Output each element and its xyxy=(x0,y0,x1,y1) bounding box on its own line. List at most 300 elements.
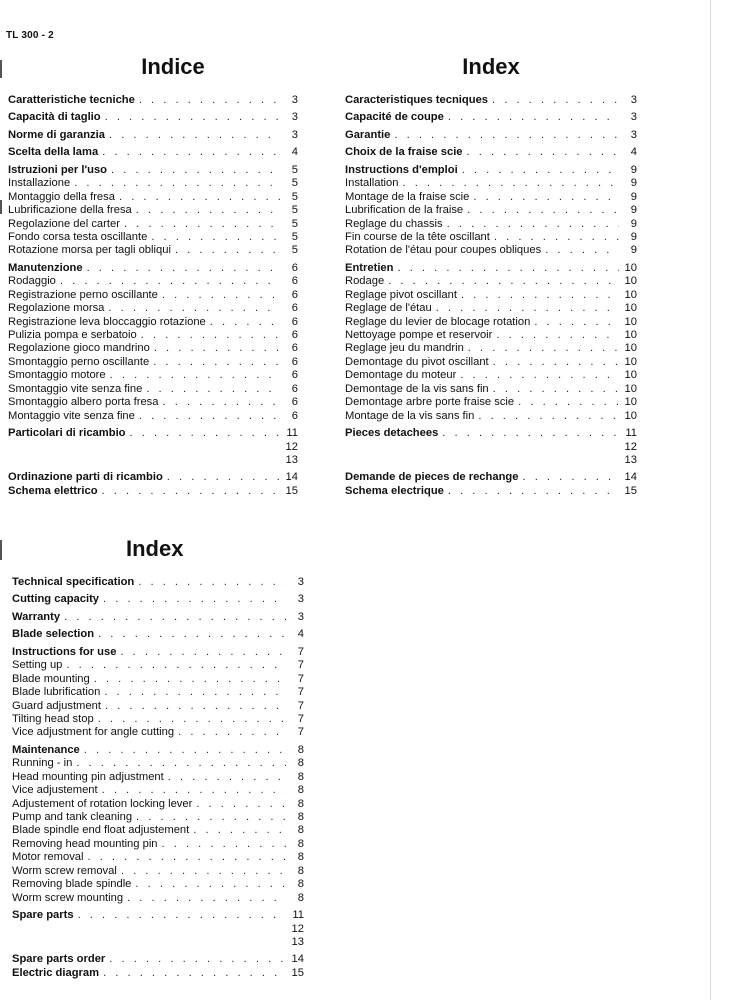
toc-leader-dots xyxy=(94,673,286,686)
toc-entry-page: 8 xyxy=(297,784,304,797)
toc-entry xyxy=(8,94,298,107)
toc-entry-page: 6 xyxy=(291,302,298,315)
toc-entry-label: Lubrification de la fraise xyxy=(345,204,464,217)
toc-entry-label: Blade mounting xyxy=(12,672,90,685)
toc-leader-dots xyxy=(493,356,619,369)
toc-entry-label: Blade lubrification xyxy=(12,686,101,699)
toc-entry xyxy=(8,129,298,142)
toc-leader-dots xyxy=(196,798,286,811)
toc-entry-label: Electric diagram xyxy=(12,966,100,979)
toc-entry-label: Garantie xyxy=(345,128,391,141)
toc-entry-label: Regolazione gioco mandrino xyxy=(8,342,150,355)
toc-entry-label: Capacità di taglio xyxy=(8,111,101,124)
toc-entry-label: Reglage du chassis xyxy=(345,217,443,230)
toc-entry xyxy=(12,798,304,811)
toc-entry xyxy=(12,646,304,659)
toc-entry xyxy=(8,275,298,288)
toc-entry-label: Running - in xyxy=(12,757,73,770)
toc-entry-page: 8 xyxy=(297,797,304,810)
toc-leader-dots xyxy=(178,726,286,739)
toc-entry-page: 8 xyxy=(297,770,304,783)
toc-entry xyxy=(12,700,304,713)
toc-leader-dots xyxy=(175,244,280,257)
toc-entry-label: Nettoyage pompe et reservoir xyxy=(345,329,493,341)
toc-entry-label: Montage de la fraise scie xyxy=(345,190,470,203)
toc-entry-label: Warranty xyxy=(12,610,61,623)
toc-leader-dots xyxy=(146,383,280,396)
toc-entry-label: Demontage du pivot oscillant xyxy=(345,355,489,368)
toc-entry-label: Worm screw removal xyxy=(12,864,117,877)
toc-entry xyxy=(12,784,304,797)
toc-leader-dots xyxy=(210,316,280,329)
toc-entry-page: 3 xyxy=(297,593,304,606)
toc-entry-label: Smontaggio albero porta fresa xyxy=(8,396,159,409)
toc-leader-dots xyxy=(121,865,286,878)
toc-entry-page: 8 xyxy=(297,891,304,904)
toc-leader-dots xyxy=(522,471,619,484)
toc-entry-page: 5 xyxy=(291,244,298,257)
toc-leader-dots xyxy=(135,878,286,891)
toc-entry xyxy=(345,302,637,315)
toc-entry-label: Manutenzione xyxy=(8,261,83,274)
toc-entry-page: 9 xyxy=(630,230,637,243)
toc-leader-dots xyxy=(127,892,286,905)
toc-entry-page: 15 xyxy=(624,484,637,497)
toc-entry xyxy=(12,659,304,672)
toc-entry-page: 6 xyxy=(291,288,298,301)
toc-entry-label: Pulizia pompa e serbatoio xyxy=(8,329,137,341)
toc-entry-label: Installation xyxy=(345,177,399,190)
toc-leader-dots xyxy=(119,191,280,204)
toc-entry-label: Demontage arbre porte fraise scie xyxy=(345,396,515,409)
toc-entry xyxy=(12,824,304,837)
toc-entry-label: Smontaggio vite senza fine xyxy=(8,382,143,395)
toc-leader-dots xyxy=(102,784,286,797)
toc-entry xyxy=(345,129,637,142)
toc-entry-page: 8 xyxy=(297,851,304,864)
toc-leader-dots xyxy=(110,369,280,382)
toc-leader-dots xyxy=(154,342,280,355)
toc-entry-label: Smontaggio motore xyxy=(8,369,106,382)
toc-entry-page: 4 xyxy=(297,628,304,641)
toc-leader-dots xyxy=(193,824,286,837)
toc-entry xyxy=(345,231,637,244)
scan-margin-mark xyxy=(0,540,2,560)
toc-entry-page: 7 xyxy=(297,645,304,658)
toc-leader-dots xyxy=(461,289,619,302)
toc-entry-page: 9 xyxy=(630,244,637,257)
toc-entry-page: 10 xyxy=(624,261,637,274)
toc-entry-label: Registrazione perno oscillante xyxy=(8,288,158,301)
toc-leader-dots xyxy=(462,164,619,177)
toc-entry xyxy=(12,757,304,770)
toc-entry-page: 6 xyxy=(291,369,298,382)
toc-entry-page: 3 xyxy=(630,111,637,124)
toc-entry xyxy=(12,892,304,905)
toc-entry xyxy=(8,454,298,467)
toc-entry xyxy=(8,316,298,329)
toc-entry xyxy=(345,204,637,217)
toc-entry xyxy=(8,302,298,315)
toc-entry-page: 6 xyxy=(291,396,298,409)
toc-entry-label: Setting up xyxy=(12,659,63,672)
toc-entry xyxy=(8,289,298,302)
toc-entry-page: 7 xyxy=(297,712,304,725)
toc-entry xyxy=(345,177,637,190)
toc-leader-dots xyxy=(98,628,286,641)
toc-entry-page: 10 xyxy=(624,288,637,301)
toc-entry xyxy=(12,953,304,966)
toc-leader-dots xyxy=(124,218,280,231)
toc-entry xyxy=(345,342,637,355)
toc-entry xyxy=(8,410,298,423)
toc-entry-page: 5 xyxy=(291,163,298,176)
toc-entry-label: Vice adjustment for angle cutting xyxy=(12,726,175,739)
toc-entry-page: 12 xyxy=(291,922,304,935)
toc-entry-page: 14 xyxy=(624,471,637,484)
toc-leader-dots xyxy=(120,646,286,659)
toc-entry-page: 10 xyxy=(624,302,637,315)
toc-leader-dots xyxy=(163,396,280,409)
toc-entry-label: Reglage pivot oscillant xyxy=(345,288,457,301)
toc-entry-label: Montage de la vis sans fin xyxy=(345,409,475,422)
toc-entry-label: Schema elettrico xyxy=(8,484,98,497)
toc-entry-page: 10 xyxy=(624,342,637,355)
toc-entry xyxy=(345,289,637,302)
toc-entry-label: Blade spindle end float adjustement xyxy=(12,824,190,837)
toc-entry-page: 11 xyxy=(292,909,304,922)
toc-entry-label: Rotazione morsa per tagli obliqui xyxy=(8,244,171,257)
toc-entry-page: 3 xyxy=(297,576,304,588)
toc-entry-label: Caracteristiques tecniques xyxy=(345,94,489,106)
toc-entry xyxy=(8,146,298,159)
toc-entry xyxy=(8,485,298,498)
toc-entry xyxy=(8,329,298,342)
toc-leader-dots xyxy=(492,94,619,107)
toc-entry-label: Spare parts xyxy=(12,909,74,922)
toc-entry-page: 6 xyxy=(291,382,298,395)
toc-leader-dots xyxy=(88,851,287,864)
toc-entry-label: Regolazione del carter xyxy=(8,217,120,230)
document-code: TL 300 - 2 xyxy=(6,30,54,41)
toc-entry-label: Reglage de l'étau xyxy=(345,302,432,315)
toc-entry-page: 3 xyxy=(291,111,298,124)
toc-entry-page: 7 xyxy=(297,699,304,712)
scan-margin-mark xyxy=(0,200,2,214)
toc-entry-label: Removing head mounting pin xyxy=(12,837,158,850)
toc-leader-dots xyxy=(102,146,280,159)
toc-entry xyxy=(345,454,637,467)
scan-margin-mark xyxy=(0,60,2,78)
toc-leader-dots xyxy=(162,289,280,302)
toc-entry-label: Reglage du levier de blocage rotation xyxy=(345,315,531,328)
toc-leader-dots xyxy=(394,129,619,142)
toc-entry xyxy=(345,244,637,257)
toc-entry-page: 10 xyxy=(624,275,637,288)
toc-entry-page: 5 xyxy=(291,177,298,190)
toc-entry-label: Smontaggio perno oscillante xyxy=(8,355,150,368)
toc-entry-page: 6 xyxy=(291,355,298,368)
toc-leader-dots xyxy=(84,744,286,757)
toc-entry-label: Pieces detachees xyxy=(345,427,439,440)
toc-entry-page: 5 xyxy=(291,204,298,217)
toc-entry xyxy=(8,369,298,382)
toc-leader-dots xyxy=(448,485,619,498)
toc-entry-page: 6 xyxy=(291,342,298,355)
toc-entry-page: 12 xyxy=(285,440,298,453)
toc-entry-page: 9 xyxy=(630,204,637,217)
toc-leader-dots xyxy=(76,757,286,770)
toc-list xyxy=(12,576,304,980)
toc-leader-dots xyxy=(398,262,620,275)
toc-list xyxy=(345,94,637,498)
toc-entry-page: 3 xyxy=(291,94,298,106)
toc-leader-dots xyxy=(151,231,280,244)
toc-entry-label: Motor removal xyxy=(12,851,84,864)
toc-entry xyxy=(345,262,637,275)
toc-entry-label: Caratteristiche tecniche xyxy=(8,94,135,106)
toc-entry-label: Choix de la fraise scie xyxy=(345,146,463,159)
toc-leader-dots xyxy=(109,129,280,142)
toc-entry xyxy=(8,191,298,204)
toc-entry-label: Rodaggio xyxy=(8,275,56,288)
toc-entry-page: 13 xyxy=(291,935,304,948)
toc-entry-label: Blade selection xyxy=(12,628,95,641)
toc-entry-page: 8 xyxy=(297,743,304,756)
toc-entry xyxy=(345,427,637,440)
toc-entry-label: Worm screw mounting xyxy=(12,891,124,904)
toc-entry-label: Instructions for use xyxy=(12,645,117,658)
toc-entry xyxy=(12,713,304,726)
toc-leader-dots xyxy=(534,316,619,329)
toc-entry-page: 10 xyxy=(624,382,637,395)
toc-entry-page: 9 xyxy=(630,217,637,230)
toc-entry-label: Head mounting pin adjustment xyxy=(12,770,164,783)
toc-entry-page: 11 xyxy=(625,427,637,440)
toc-entry xyxy=(8,244,298,257)
toc-leader-dots xyxy=(139,410,280,423)
toc-leader-dots xyxy=(168,771,286,784)
toc-entry-label: Reglage jeu du mandrin xyxy=(345,342,464,355)
toc-leader-dots xyxy=(436,302,619,315)
toc-leader-dots xyxy=(108,302,280,315)
toc-entry-label: Instructions d'emploi xyxy=(345,163,458,176)
toc-entry-page: 6 xyxy=(291,329,298,341)
toc-entry-label: Fondo corsa testa oscillante xyxy=(8,230,148,243)
toc-leader-dots xyxy=(493,383,619,396)
toc-entry-page: 3 xyxy=(630,94,637,106)
toc-entry-page: 10 xyxy=(624,369,637,382)
toc-leader-dots xyxy=(103,967,286,980)
toc-entry xyxy=(12,744,304,757)
toc-leader-dots xyxy=(153,356,280,369)
toc-entry xyxy=(8,441,298,454)
toc-leader-dots xyxy=(66,659,286,672)
toc-entry xyxy=(345,329,637,342)
toc-entry-label: Adjustement of rotation locking lever xyxy=(12,797,193,810)
toc-entry xyxy=(8,231,298,244)
toc-leader-dots xyxy=(74,177,280,190)
toc-entry xyxy=(8,396,298,409)
toc-entry xyxy=(12,726,304,739)
toc-entry-label: Demande de pieces de rechange xyxy=(345,471,519,484)
toc-entry-label: Fin course de la tête oscillant xyxy=(345,230,490,243)
toc-entry-label: Cutting capacity xyxy=(12,593,100,606)
toc-entry xyxy=(8,262,298,275)
toc-entry-page: 3 xyxy=(297,610,304,623)
toc-entry-page: 12 xyxy=(624,440,637,453)
toc-entry-page: 4 xyxy=(630,146,637,159)
toc-entry xyxy=(345,356,637,369)
toc-entry-label: Regolazione morsa xyxy=(8,302,105,315)
toc-leader-dots xyxy=(60,275,280,288)
toc-entry xyxy=(12,811,304,824)
toc-entry xyxy=(345,111,637,124)
toc-leader-dots xyxy=(494,231,619,244)
toc-entry-label: Installazione xyxy=(8,177,71,190)
toc-entry-page: 4 xyxy=(291,146,298,159)
toc-entry-page: 8 xyxy=(297,757,304,770)
toc-entry xyxy=(12,923,304,936)
toc-leader-dots xyxy=(518,396,619,409)
toc-leader-dots xyxy=(87,262,280,275)
toc-entry xyxy=(345,410,637,423)
toc-entry-page: 6 xyxy=(291,315,298,328)
toc-leader-dots xyxy=(447,218,619,231)
toc-entry-page: 8 xyxy=(297,837,304,850)
toc-leader-dots xyxy=(448,111,619,124)
toc-entry-page: 10 xyxy=(624,396,637,409)
toc-entry-label: Entretien xyxy=(345,261,394,274)
toc-entry xyxy=(345,164,637,177)
toc-entry xyxy=(8,427,298,440)
toc-entry-label: Montaggio della fresa xyxy=(8,190,115,203)
toc-entry-label: Ordinazione parti di ricambio xyxy=(8,471,163,484)
toc-entry-page: 7 xyxy=(297,686,304,699)
toc-leader-dots xyxy=(105,700,286,713)
toc-leader-dots xyxy=(138,576,286,589)
toc-entry xyxy=(8,471,298,484)
toc-leader-dots xyxy=(111,164,280,177)
toc-entry-page: 7 xyxy=(297,726,304,739)
toc-entry-label: Guard adjustment xyxy=(12,699,101,712)
toc-leader-dots xyxy=(388,275,619,288)
toc-entry xyxy=(345,441,637,454)
toc-entry xyxy=(345,471,637,484)
toc-entry-label: Technical specification xyxy=(12,576,135,588)
toc-entry xyxy=(12,878,304,891)
toc-entry xyxy=(345,383,637,396)
toc-entry xyxy=(345,191,637,204)
toc-entry xyxy=(12,686,304,699)
toc-entry-page: 10 xyxy=(624,355,637,368)
toc-list xyxy=(8,94,298,498)
toc-entry-label: Schema electrique xyxy=(345,484,444,497)
toc-entry xyxy=(345,316,637,329)
toc-entry-page: 5 xyxy=(291,217,298,230)
toc-leader-dots xyxy=(460,369,619,382)
toc-entry xyxy=(8,356,298,369)
toc-entry-label: Demontage du moteur xyxy=(345,369,457,382)
toc-entry-page: 11 xyxy=(286,427,298,440)
toc-entry-page: 14 xyxy=(285,471,298,484)
toc-entry xyxy=(345,369,637,382)
toc-leader-dots xyxy=(473,191,619,204)
toc-entry xyxy=(345,218,637,231)
section-title: Index xyxy=(462,54,520,79)
toc-leader-dots xyxy=(442,427,619,440)
toc-entry xyxy=(12,865,304,878)
toc-leader-dots xyxy=(105,111,280,124)
toc-leader-dots xyxy=(136,204,280,217)
toc-entry-page: 15 xyxy=(291,966,304,979)
toc-entry-page: 10 xyxy=(624,329,637,341)
toc-entry-label: Spare parts order xyxy=(12,953,106,966)
index-italian xyxy=(8,54,298,498)
toc-entry-label: Maintenance xyxy=(12,743,80,756)
toc-entry xyxy=(12,673,304,686)
toc-leader-dots xyxy=(468,342,619,355)
toc-entry xyxy=(8,218,298,231)
toc-entry xyxy=(8,164,298,177)
toc-entry-page: 5 xyxy=(291,230,298,243)
toc-entry-page: 9 xyxy=(630,163,637,176)
toc-entry-page: 13 xyxy=(624,453,637,466)
toc-entry xyxy=(12,771,304,784)
toc-entry-label: Scelta della lama xyxy=(8,146,99,159)
toc-entry-page: 5 xyxy=(291,190,298,203)
toc-entry-label: Vice adjustement xyxy=(12,784,98,797)
toc-leader-dots xyxy=(104,686,286,699)
toc-leader-dots xyxy=(103,593,286,606)
toc-entry-page: 9 xyxy=(630,190,637,203)
toc-leader-dots xyxy=(102,485,280,498)
page-edge-line xyxy=(710,0,711,1000)
toc-entry-label: Capacité de coupe xyxy=(345,111,444,124)
toc-leader-dots xyxy=(139,94,280,107)
toc-entry-page: 6 xyxy=(291,261,298,274)
toc-entry xyxy=(8,204,298,217)
toc-entry xyxy=(345,146,637,159)
index-english xyxy=(12,536,304,980)
toc-entry-page: 3 xyxy=(291,128,298,141)
toc-leader-dots xyxy=(78,909,286,922)
toc-leader-dots xyxy=(64,611,286,624)
toc-entry-page: 14 xyxy=(291,953,304,966)
toc-entry xyxy=(12,936,304,949)
toc-entry-label: Rodage xyxy=(345,275,385,288)
section-title: Index xyxy=(126,536,184,561)
toc-entry xyxy=(345,94,637,107)
toc-leader-dots xyxy=(162,838,286,851)
toc-leader-dots xyxy=(545,244,619,257)
toc-leader-dots xyxy=(403,177,620,190)
toc-entry xyxy=(345,275,637,288)
toc-entry xyxy=(12,838,304,851)
toc-leader-dots xyxy=(141,329,280,342)
toc-entry-label: Istruzioni per l'uso xyxy=(8,163,108,176)
toc-entry-label: Tilting head stop xyxy=(12,712,94,725)
toc-entry-page: 7 xyxy=(297,659,304,672)
toc-entry-label: Demontage de la vis sans fin xyxy=(345,382,489,395)
index-french xyxy=(345,54,637,498)
toc-entry-label: Pump and tank cleaning xyxy=(12,811,133,823)
toc-leader-dots xyxy=(478,410,619,423)
toc-entry-label: Particolari di ricambio xyxy=(8,427,126,440)
toc-entry-page: 10 xyxy=(624,315,637,328)
toc-entry xyxy=(12,628,304,641)
toc-leader-dots xyxy=(136,811,286,824)
